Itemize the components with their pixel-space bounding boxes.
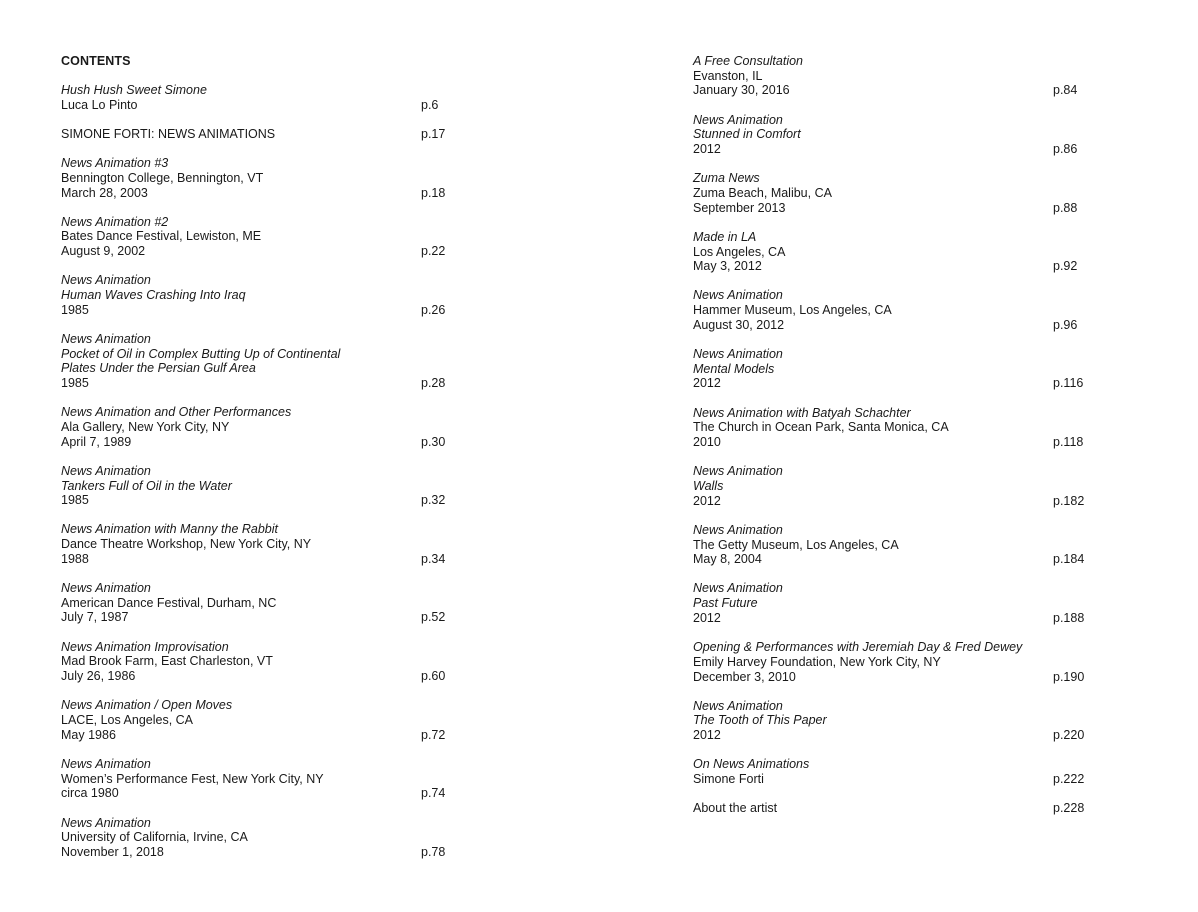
toc-entry	[693, 288, 1088, 332]
entry-page-number: p.92	[1053, 259, 1078, 274]
toc-entry	[61, 581, 451, 625]
entry-title: About the artist	[693, 801, 778, 816]
entry-page-number: p.118	[1053, 435, 1084, 450]
toc-entry	[61, 405, 451, 449]
entry-detail: April 7, 1989	[61, 434, 132, 449]
right-entry-list	[693, 54, 1088, 816]
toc-entry	[61, 640, 451, 684]
entry-page-number: p.84	[1053, 83, 1078, 98]
entry-title: News Animation / Open Moves	[61, 698, 233, 713]
entry-detail: Zuma Beach, Malibu, CA	[693, 185, 832, 200]
entry-detail: January 30, 2016	[693, 83, 790, 98]
entry-detail: Plates Under the Persian Gulf Area	[61, 361, 256, 376]
entry-detail: Tankers Full of Oil in the Water	[61, 478, 232, 493]
entry-page-number: p.6	[421, 97, 439, 112]
entry-detail: University of California, Irvine, CA	[61, 830, 248, 845]
toc-entry	[61, 156, 451, 200]
entry-title: News Animation	[693, 112, 783, 127]
entry-detail: May 8, 2004	[693, 552, 762, 567]
entry-detail: March 28, 2003	[61, 185, 148, 200]
entry-detail: Women’s Performance Fest, New York City, NY	[61, 771, 324, 786]
entry-detail: December 3, 2010	[693, 669, 796, 684]
entry-title: News Animation with Batyah Schachter	[693, 405, 911, 420]
entry-title: News Animation	[693, 288, 783, 303]
entry-page-number: p.32	[421, 493, 446, 508]
entry-title: News Animation #2	[61, 214, 169, 229]
entry-title: News Animation Improvisation	[61, 639, 229, 654]
entry-title: Zuma News	[693, 171, 760, 186]
entry-page-number: p.182	[1053, 493, 1085, 508]
entry-detail: 1985	[61, 376, 89, 391]
toc-entry	[693, 347, 1088, 391]
entry-page-number: p.184	[1053, 552, 1085, 567]
toc-entry	[61, 83, 451, 112]
entry-detail: Bates Dance Festival, Lewiston, ME	[61, 229, 262, 244]
entry-detail: circa 1980	[61, 786, 119, 801]
entry-title: News Animation with Manny the Rabbit	[61, 522, 278, 537]
entry-detail: Evanston, IL	[693, 68, 763, 83]
entry-detail: Pocket of Oil in Complex Butting Up of Continental	[61, 346, 341, 361]
toc-entry	[693, 640, 1088, 684]
toc-entry	[693, 464, 1088, 508]
entry-detail: July 7, 1987	[61, 610, 129, 625]
entry-page-number: p.228	[1053, 801, 1085, 816]
entry-title: News Animation	[61, 581, 151, 596]
entry-detail: 2012	[693, 610, 721, 625]
toc-entry	[61, 464, 451, 508]
entry-page-number: p.34	[421, 551, 446, 566]
entry-page-number: p.22	[421, 244, 446, 259]
entry-page-number: p.72	[421, 727, 446, 742]
entry-detail: Dance Theatre Workshop, New York City, NY	[61, 537, 312, 552]
entry-detail: September 2013	[693, 200, 786, 215]
toc-entry	[693, 523, 1088, 567]
entry-detail: Stunned in Comfort	[693, 127, 801, 142]
entry-detail: May 3, 2012	[693, 259, 762, 274]
toc-entry	[61, 522, 451, 566]
entry-detail: 1985	[61, 493, 89, 508]
entry-detail: Human Waves Crashing Into Iraq	[61, 288, 246, 303]
toc-entry	[61, 215, 451, 259]
entry-detail: 1985	[61, 302, 89, 317]
entry-detail: Hammer Museum, Los Angeles, CA	[693, 303, 892, 318]
entry-detail: Bennington College, Bennington, VT	[61, 170, 264, 185]
left-entry-list	[61, 83, 451, 860]
contents-heading: CONTENTS	[61, 54, 131, 68]
entry-page-number: p.78	[421, 844, 446, 859]
entry-page-number: p.116	[1053, 376, 1084, 391]
entry-title: News Animation	[61, 463, 151, 478]
entry-detail: Ala Gallery, New York City, NY	[61, 419, 230, 434]
entry-detail: Mad Brook Farm, East Charleston, VT	[61, 654, 273, 669]
entry-title: News Animation	[61, 756, 151, 771]
entry-detail: 2012	[693, 376, 721, 391]
contents-right-column	[693, 54, 1088, 830]
entry-page-number: p.188	[1053, 610, 1085, 625]
toc-entry	[61, 332, 451, 391]
toc-entry	[693, 54, 1088, 98]
entry-page-number: p.28	[421, 376, 446, 391]
entry-page-number: p.30	[421, 434, 446, 449]
entry-detail: Los Angeles, CA	[693, 244, 786, 259]
entry-page-number: p.52	[421, 610, 446, 625]
entry-page-number: p.220	[1053, 728, 1085, 743]
entry-detail: 2010	[693, 435, 721, 450]
entry-title: Opening & Performances with Jeremiah Day & Fred Dewey	[693, 640, 1023, 655]
entry-detail: Walls	[693, 478, 724, 493]
toc-entry	[693, 171, 1088, 215]
entry-detail: Emily Harvey Foundation, New York City, NY	[693, 654, 941, 669]
entry-detail: 1988	[61, 551, 89, 566]
entry-detail: 2012	[693, 142, 721, 157]
entry-detail: The Tooth of This Paper	[693, 713, 827, 728]
entry-detail: August 9, 2002	[61, 244, 146, 259]
entry-title: News Animation #3	[61, 156, 169, 171]
entry-detail: Mental Models	[693, 361, 775, 376]
entry-page-number: p.26	[421, 302, 446, 317]
entry-page-number: p.60	[421, 669, 446, 684]
toc-entry	[693, 581, 1088, 625]
entry-title: News Animation and Other Performances	[61, 405, 292, 420]
entry-title: News Animation	[693, 464, 783, 479]
entry-detail: 2012	[693, 728, 721, 743]
entry-page-number: p.18	[421, 185, 446, 200]
toc-entry	[61, 816, 451, 860]
entry-title: On News Animations	[693, 757, 810, 772]
toc-entry	[61, 757, 451, 801]
entry-page-number: p.86	[1053, 142, 1078, 157]
entry-title: Made in LA	[693, 229, 757, 244]
entry-detail: The Getty Museum, Los Angeles, CA	[693, 537, 899, 552]
entry-page-number: p.96	[1053, 317, 1078, 332]
contents-left-column	[61, 54, 451, 874]
toc-entry	[693, 757, 1088, 786]
entry-title: News Animation	[693, 347, 783, 362]
entry-title: News Animation	[61, 331, 151, 346]
entry-title: News Animation	[693, 522, 783, 537]
toc-entry	[693, 699, 1088, 743]
entry-detail: July 26, 1986	[61, 669, 136, 684]
entry-detail: August 30, 2012	[693, 317, 785, 332]
entry-detail: May 1986	[61, 727, 116, 742]
toc-entry	[693, 406, 1088, 450]
entry-detail: Simone Forti	[693, 772, 764, 787]
entry-title: News Animation	[61, 273, 151, 288]
entry-title: SIMONE FORTI: NEWS ANIMATIONS	[61, 126, 276, 141]
entry-title: A Free Consultation	[693, 54, 804, 68]
entry-title: News Animation	[693, 581, 783, 596]
entry-page-number: p.190	[1053, 669, 1085, 684]
entry-title: Hush Hush Sweet Simone	[61, 83, 207, 97]
entry-detail: American Dance Festival, Durham, NC	[61, 595, 277, 610]
entry-title: News Animation	[61, 815, 151, 830]
entry-detail: November 1, 2018	[61, 844, 164, 859]
entry-detail: 2012	[693, 493, 721, 508]
entry-detail: Luca Lo Pinto	[61, 97, 138, 112]
entry-detail: The Church in Ocean Park, Santa Monica, CA	[693, 420, 949, 435]
toc-entry	[61, 698, 451, 742]
toc-entry	[61, 273, 451, 317]
entry-detail: Past Future	[693, 596, 758, 611]
toc-entry	[693, 113, 1088, 157]
entry-title: News Animation	[693, 698, 783, 713]
toc-entry	[693, 230, 1088, 274]
entry-page-number: p.222	[1053, 772, 1085, 787]
entry-page-number: p.74	[421, 786, 446, 801]
toc-entry	[693, 801, 1088, 816]
entry-page-number: p.17	[421, 126, 446, 141]
entry-page-number: p.88	[1053, 200, 1078, 215]
entry-detail: LACE, Los Angeles, CA	[61, 713, 194, 727]
toc-entry	[61, 127, 451, 142]
